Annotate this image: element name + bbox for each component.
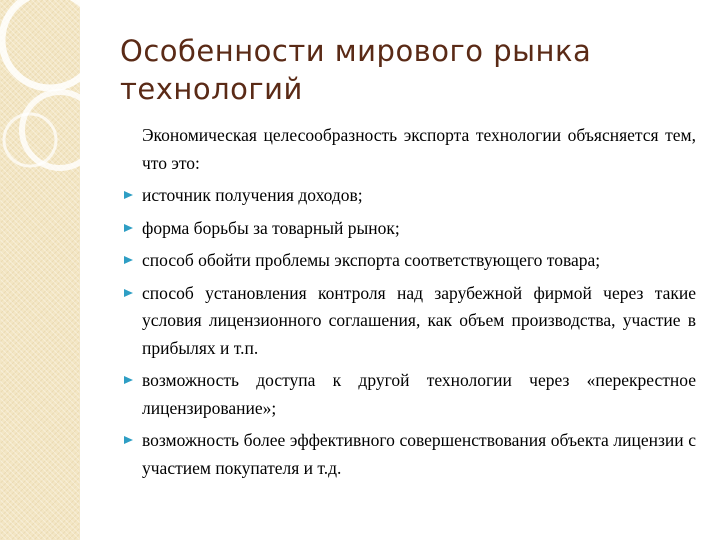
bullet-icon — [124, 375, 134, 385]
title-line-2: технологий — [120, 72, 303, 106]
bullet-list — [124, 182, 696, 482]
decorative-side-band — [0, 0, 80, 540]
bullet-icon — [124, 223, 134, 233]
decorative-circles — [0, 0, 80, 540]
list-item — [124, 215, 696, 243]
list-item-text: способ установления контроля над зарубежной фирмой через такие условия лицензионного соглашения, как объем производства, участие в прибылях и т.п. — [142, 282, 696, 358]
bullet-icon — [124, 255, 134, 265]
list-item-text: способ обойти проблемы экспорта соответствующего товара; — [142, 250, 601, 270]
list-item — [124, 182, 696, 210]
list-item-text: возможность более эффективного совершенствования объекта лицензии с участием покупателя и т.д. — [142, 430, 696, 478]
slide-title — [120, 32, 680, 108]
bullet-icon — [124, 190, 134, 200]
title-line-1: Особенности мирового рынка — [120, 34, 592, 68]
bullet-icon — [124, 435, 134, 445]
list-item — [124, 280, 696, 363]
bullet-icon — [124, 288, 134, 298]
intro-paragraph: Экономическая целесообразность экспорта технологии объясняется тем, что это: — [142, 125, 696, 173]
list-item — [124, 247, 696, 275]
list-item-text: источник получения доходов; — [142, 185, 363, 205]
list-item — [124, 427, 696, 482]
slide-content — [124, 122, 696, 487]
list-item-text: возможность доступа к другой технологии через «перекрестное лицензирование»; — [142, 370, 696, 418]
list-item — [124, 367, 696, 422]
list-item-text: форма борьбы за товарный рынок; — [142, 217, 400, 238]
